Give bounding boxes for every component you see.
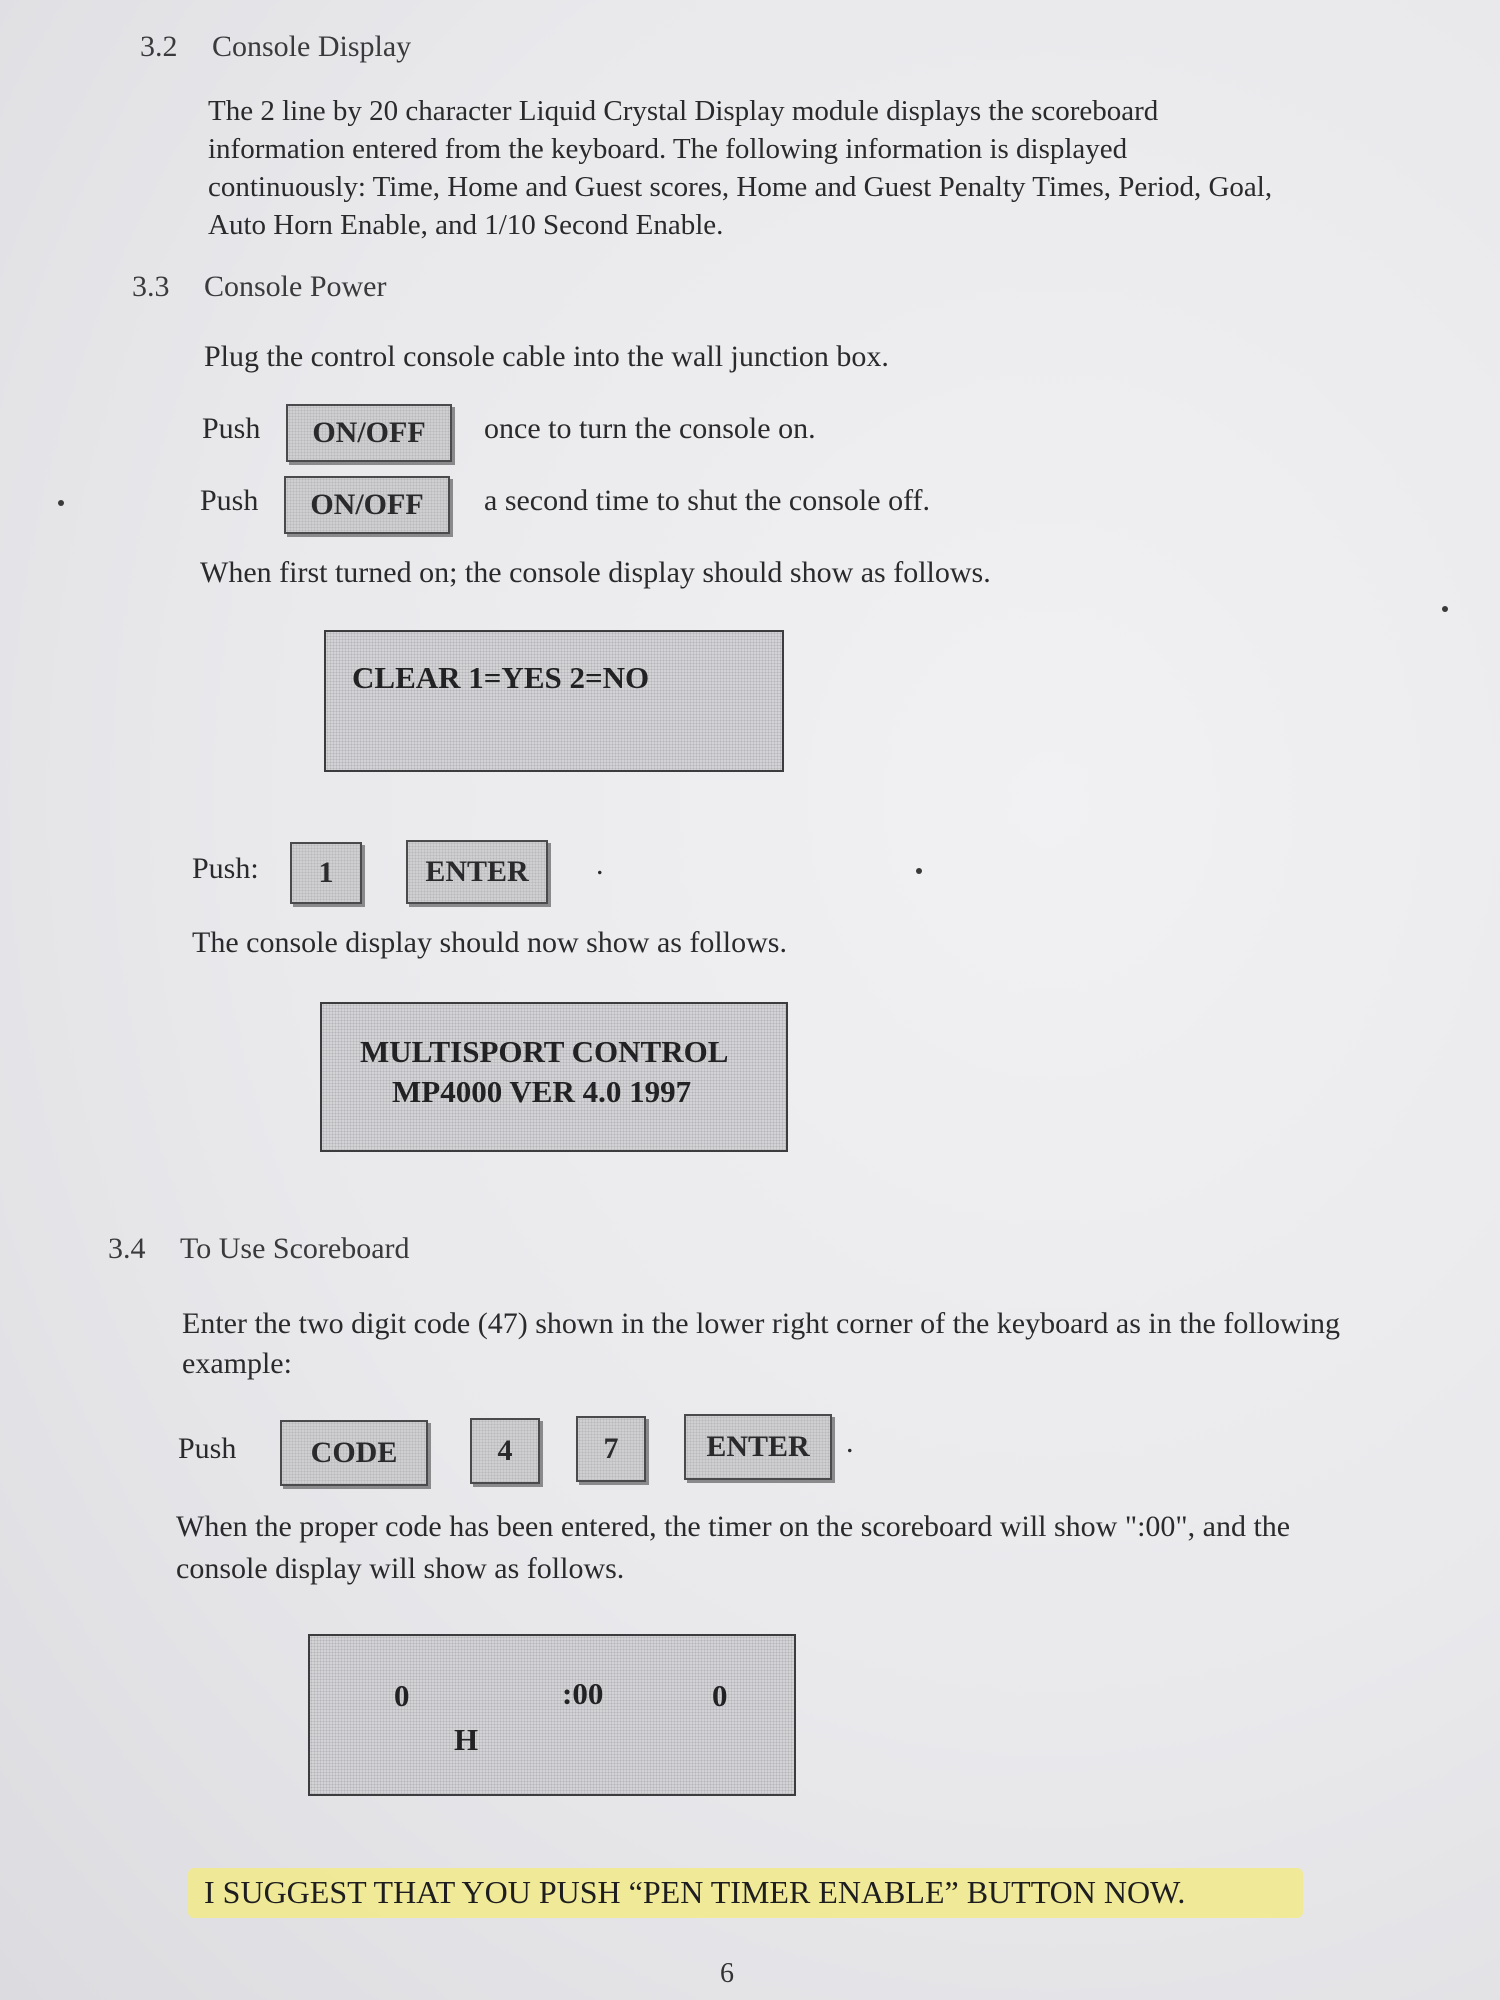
lcd-line-2: MP4000 VER 4.0 1997 xyxy=(392,1074,692,1109)
speck xyxy=(1442,606,1448,612)
push-label: Push xyxy=(200,484,259,517)
section-3-4-heading xyxy=(108,1232,410,1266)
after-code-paragraph: When the proper code has been entered, the timer on the scoreboard will show ":00", and the console display will show as follows. xyxy=(176,1510,1291,1585)
section-number: 3.2 xyxy=(140,30,178,63)
now-show-text: The console display should now show as follows. xyxy=(192,926,787,959)
on-off-key: ON/OFF xyxy=(284,476,450,534)
period: . xyxy=(596,848,604,881)
key-1: 1 xyxy=(290,842,362,904)
key-4: 4 xyxy=(470,1418,540,1484)
when-first-text: When first turned on; the console display should show as follows. xyxy=(200,556,991,589)
section-3-3-heading xyxy=(132,270,387,304)
lcd-display-version xyxy=(320,1002,788,1152)
guest-score: 0 xyxy=(712,1678,728,1713)
section-number: 3.3 xyxy=(132,270,170,303)
on-off-key: ON/OFF xyxy=(286,404,452,462)
handwritten-note: I SUGGEST THAT YOU PUSH “PEN TIMER ENABLE” BUTTON NOW. xyxy=(204,1874,1186,1910)
console-display-paragraph: The 2 line by 20 character Liquid Crystal Display module displays the scoreboard information entered from the keyboard. The following information is displayed continuously: Time, Home and Guest scores, Home and Guest Penalty Times, Period, Goal, Auto Horn Enable, and 1/10 Second Enable. xyxy=(208,95,1273,241)
home-score: 0 xyxy=(394,1678,410,1713)
page-number: 6 xyxy=(720,1958,734,1989)
plug-instruction: Plug the control console cable into the wall junction box. xyxy=(204,340,889,373)
push-label: Push: xyxy=(192,852,259,885)
section-title: To Use Scoreboard xyxy=(180,1232,410,1265)
push-once-text: once to turn the console on. xyxy=(484,412,816,445)
use-scoreboard-paragraph: Enter the two digit code (47) shown in the lower right corner of the keyboard as in the following example: xyxy=(182,1307,1341,1380)
lcd-line-1: MULTISPORT CONTROL xyxy=(360,1034,729,1069)
speck xyxy=(58,500,64,506)
period: . xyxy=(846,1426,854,1459)
enter-key: ENTER xyxy=(406,840,548,904)
section-3-2-heading xyxy=(140,30,411,64)
push-label: Push xyxy=(178,1432,237,1465)
push-second-text: a second time to shut the console off. xyxy=(484,484,931,517)
game-time: :00 xyxy=(562,1676,604,1711)
code-key: CODE xyxy=(280,1420,428,1486)
speck xyxy=(916,868,922,874)
section-title: Console Power xyxy=(204,270,387,303)
lcd-display-clear xyxy=(324,630,784,772)
section-title: Console Display xyxy=(212,30,412,63)
push-label: Push xyxy=(202,412,261,445)
section-number: 3.4 xyxy=(108,1232,146,1265)
key-7: 7 xyxy=(576,1416,646,1482)
home-indicator: H xyxy=(454,1722,479,1757)
enter-key: ENTER xyxy=(684,1414,832,1480)
lcd-display-scoreboard xyxy=(308,1634,796,1796)
lcd-line-1: CLEAR 1=YES 2=NO xyxy=(352,660,650,695)
